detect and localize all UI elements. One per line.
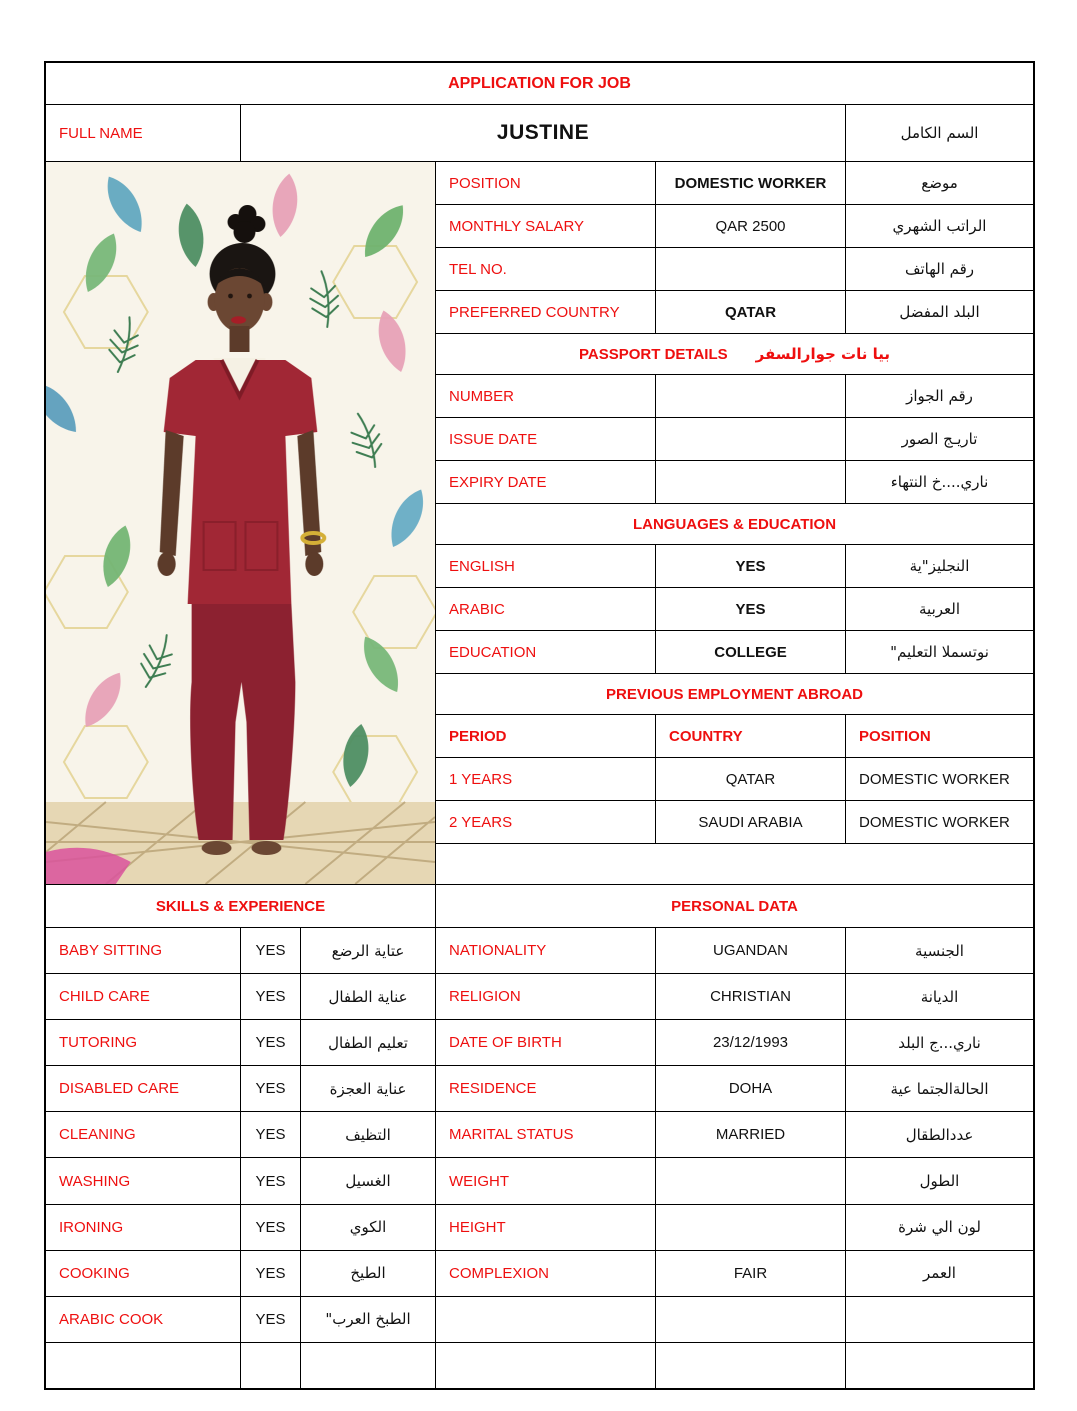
- applicant-photo: [46, 162, 436, 884]
- field-label: ENGLISH: [436, 545, 656, 587]
- employment-position: DOMESTIC WORKER: [859, 813, 1010, 831]
- field-value: COLLEGE: [656, 631, 846, 673]
- field-label-arabic: الراتب الشهري: [892, 217, 987, 235]
- employment-period: 2 YEARS: [436, 801, 656, 843]
- personal-label-arabic: ناري...ج البلد: [898, 1033, 981, 1052]
- field-label-arabic: موضع: [921, 174, 958, 192]
- personal-label-arabic: الطول: [919, 1172, 960, 1191]
- employment-row: [436, 758, 1033, 801]
- employment-position: DOMESTIC WORKER: [859, 770, 1010, 788]
- skill-row: [46, 928, 435, 974]
- personal-label: NATIONALITY: [436, 928, 656, 973]
- skill-value: YES: [241, 1205, 301, 1250]
- personal-label-arabic: عددالطقال: [905, 1125, 974, 1144]
- field-value: DOMESTIC WORKER: [656, 162, 846, 204]
- full-name-row: [46, 105, 1033, 162]
- table-row: [436, 418, 1033, 461]
- skills-header: SKILLS & EXPERIENCE: [46, 885, 435, 928]
- skill-row: [46, 1158, 435, 1204]
- field-label-arabic: رقم الجواز: [906, 387, 973, 405]
- skill-label: BABY SITTING: [46, 928, 241, 973]
- field-label: ARABIC: [436, 588, 656, 630]
- employment-country: QATAR: [656, 758, 846, 800]
- personal-label: WEIGHT: [436, 1158, 656, 1203]
- skill-value: YES: [241, 1112, 301, 1157]
- field-label-arabic: ناري....خ النتهاء: [890, 473, 989, 491]
- personal-row: [436, 1343, 1033, 1388]
- personal-label: RELIGION: [436, 974, 656, 1019]
- field-label: POSITION: [436, 162, 656, 204]
- field-label-arabic: تاريـج الصور: [901, 430, 978, 448]
- skill-label: CLEANING: [46, 1112, 241, 1157]
- skill-label-arabic: التظيف: [345, 1125, 391, 1144]
- personal-row: [436, 974, 1033, 1020]
- passport-header-arabic: بيا نات جوارالسفر: [755, 345, 890, 363]
- field-value: [656, 248, 846, 290]
- skill-row: [46, 1251, 435, 1297]
- column-header-period: PERIOD: [436, 715, 656, 757]
- field-label: PREFERRED COUNTRY: [436, 291, 656, 333]
- personal-value: 23/12/1993: [656, 1020, 846, 1065]
- skill-label-arabic: عناية الطفال: [328, 987, 408, 1006]
- skill-label: TUTORING: [46, 1020, 241, 1065]
- bottom-section: [46, 885, 1033, 1388]
- skill-label-arabic: [301, 1343, 435, 1388]
- skill-value: YES: [241, 1066, 301, 1111]
- personal-row: [436, 928, 1033, 974]
- column-header-country: COUNTRY: [656, 715, 846, 757]
- personal-row: [436, 1297, 1033, 1343]
- skill-value: YES: [241, 1020, 301, 1065]
- skill-label-arabic: الغسيل: [345, 1172, 391, 1191]
- details-panel: [436, 162, 1033, 884]
- skills-panel: [46, 885, 436, 1388]
- table-row: [436, 162, 1033, 205]
- personal-value: [656, 1343, 846, 1388]
- personal-label-arabic: [846, 1343, 1033, 1388]
- employment-columns-row: [436, 715, 1033, 758]
- table-row: [436, 631, 1033, 674]
- table-row: [436, 461, 1033, 504]
- form-title: APPLICATION FOR JOB: [46, 63, 1033, 105]
- full-name-label: FULL NAME: [46, 105, 241, 161]
- field-value: [656, 418, 846, 460]
- employment-country: SAUDI ARABIA: [656, 801, 846, 843]
- field-value: YES: [656, 588, 846, 630]
- personal-label-arabic: [846, 1297, 1033, 1342]
- field-label: ISSUE DATE: [436, 418, 656, 460]
- skill-value: YES: [241, 928, 301, 973]
- personal-label-arabic: الجنسية: [915, 941, 964, 960]
- skill-value: YES: [241, 1158, 301, 1203]
- skill-label: IRONING: [46, 1205, 241, 1250]
- skill-label: CHILD CARE: [46, 974, 241, 1019]
- personal-value: [656, 1297, 846, 1342]
- skill-row: [46, 1112, 435, 1158]
- application-form: [44, 61, 1035, 1390]
- personal-row: [436, 1112, 1033, 1158]
- personal-label-arabic: الديانة: [920, 987, 959, 1006]
- languages-header-text: LANGUAGES & EDUCATION: [632, 515, 837, 533]
- field-value: [656, 375, 846, 417]
- personal-value: FAIR: [656, 1251, 846, 1296]
- personal-value: CHRISTIAN: [656, 974, 846, 1019]
- personal-value: [656, 1205, 846, 1250]
- personal-label: COMPLEXION: [436, 1251, 656, 1296]
- skill-label: ARABIC COOK: [46, 1297, 241, 1342]
- table-row: [436, 205, 1033, 248]
- personal-value: MARRIED: [656, 1112, 846, 1157]
- skill-label: DISABLED CARE: [46, 1066, 241, 1111]
- column-header-position: POSITION: [859, 727, 931, 745]
- field-value: YES: [656, 545, 846, 587]
- personal-row: [436, 1066, 1033, 1112]
- skill-label: [46, 1343, 241, 1388]
- personal-label: DATE OF BIRTH: [436, 1020, 656, 1065]
- field-label: MONTHLY SALARY: [436, 205, 656, 247]
- personal-label: HEIGHT: [436, 1205, 656, 1250]
- field-label: TEL NO.: [436, 248, 656, 290]
- field-label: EDUCATION: [436, 631, 656, 673]
- table-row: [436, 545, 1033, 588]
- full-name-label-arabic: السم الكامل: [900, 124, 979, 142]
- skill-row: [46, 1020, 435, 1066]
- skill-row: [46, 1343, 435, 1388]
- field-value: QATAR: [656, 291, 846, 333]
- table-row: [436, 248, 1033, 291]
- field-label: EXPIRY DATE: [436, 461, 656, 503]
- personal-label: [436, 1297, 656, 1342]
- field-label-arabic: نوتسملا التعليم": [890, 643, 989, 661]
- skill-label-arabic: الكوي: [349, 1218, 387, 1237]
- employment-header-text: PREVIOUS EMPLOYMENT ABROAD: [606, 685, 863, 703]
- skill-label-arabic: الطيخ: [350, 1264, 386, 1283]
- personal-label: MARITAL STATUS: [436, 1112, 656, 1157]
- personal-row: [436, 1158, 1033, 1204]
- field-label: NUMBER: [436, 375, 656, 417]
- field-value: [656, 461, 846, 503]
- employment-row: [436, 801, 1033, 844]
- skill-value: YES: [241, 1251, 301, 1296]
- skill-label-arabic: الطبخ العرب": [325, 1310, 411, 1329]
- skill-value: [241, 1343, 301, 1388]
- personal-data-header: PERSONAL DATA: [436, 885, 1033, 928]
- skill-label: COOKING: [46, 1251, 241, 1296]
- personal-row: [436, 1205, 1033, 1251]
- skill-label-arabic: تعليم الطفال: [328, 1033, 408, 1052]
- passport-header-en: PASSPORT DETAILS: [579, 345, 728, 363]
- skill-row: [46, 1297, 435, 1343]
- personal-value: [656, 1158, 846, 1203]
- skill-row: [46, 974, 435, 1020]
- personal-row: [436, 1020, 1033, 1066]
- personal-row: [436, 1251, 1033, 1297]
- personal-label: [436, 1343, 656, 1388]
- field-label-arabic: رقم الهاتف: [904, 260, 975, 278]
- employment-section-header: [436, 674, 1033, 715]
- personal-label-arabic: لون الي شرة: [898, 1218, 981, 1237]
- full-name-value: JUSTINE: [241, 105, 846, 161]
- languages-section-header: [436, 504, 1033, 545]
- skill-value: YES: [241, 1297, 301, 1342]
- table-row: [436, 588, 1033, 631]
- field-label-arabic: العربية: [919, 600, 960, 618]
- main-section: [46, 162, 1033, 885]
- skill-label-arabic: عناية العجزة: [329, 1079, 407, 1098]
- skill-row: [46, 1066, 435, 1112]
- personal-value: DOHA: [656, 1066, 846, 1111]
- personal-value: UGANDAN: [656, 928, 846, 973]
- table-row: [436, 375, 1033, 418]
- skill-row: [46, 1205, 435, 1251]
- empty-space: [436, 844, 1033, 884]
- personal-label: RESIDENCE: [436, 1066, 656, 1111]
- skill-label: WASHING: [46, 1158, 241, 1203]
- skill-label-arabic: عتاية الرضع: [331, 941, 405, 960]
- table-row: [436, 291, 1033, 334]
- passport-section-header: [436, 334, 1033, 375]
- field-label-arabic: النجليز"ية: [909, 557, 970, 575]
- skill-value: YES: [241, 974, 301, 1019]
- field-label-arabic: البلد المفضل: [899, 303, 980, 321]
- field-value: QAR 2500: [656, 205, 846, 247]
- personal-label-arabic: العمر: [923, 1264, 956, 1283]
- personal-data-panel: [436, 885, 1033, 1388]
- personal-label-arabic: الحالةالجتما عية: [890, 1079, 989, 1098]
- employment-period: 1 YEARS: [436, 758, 656, 800]
